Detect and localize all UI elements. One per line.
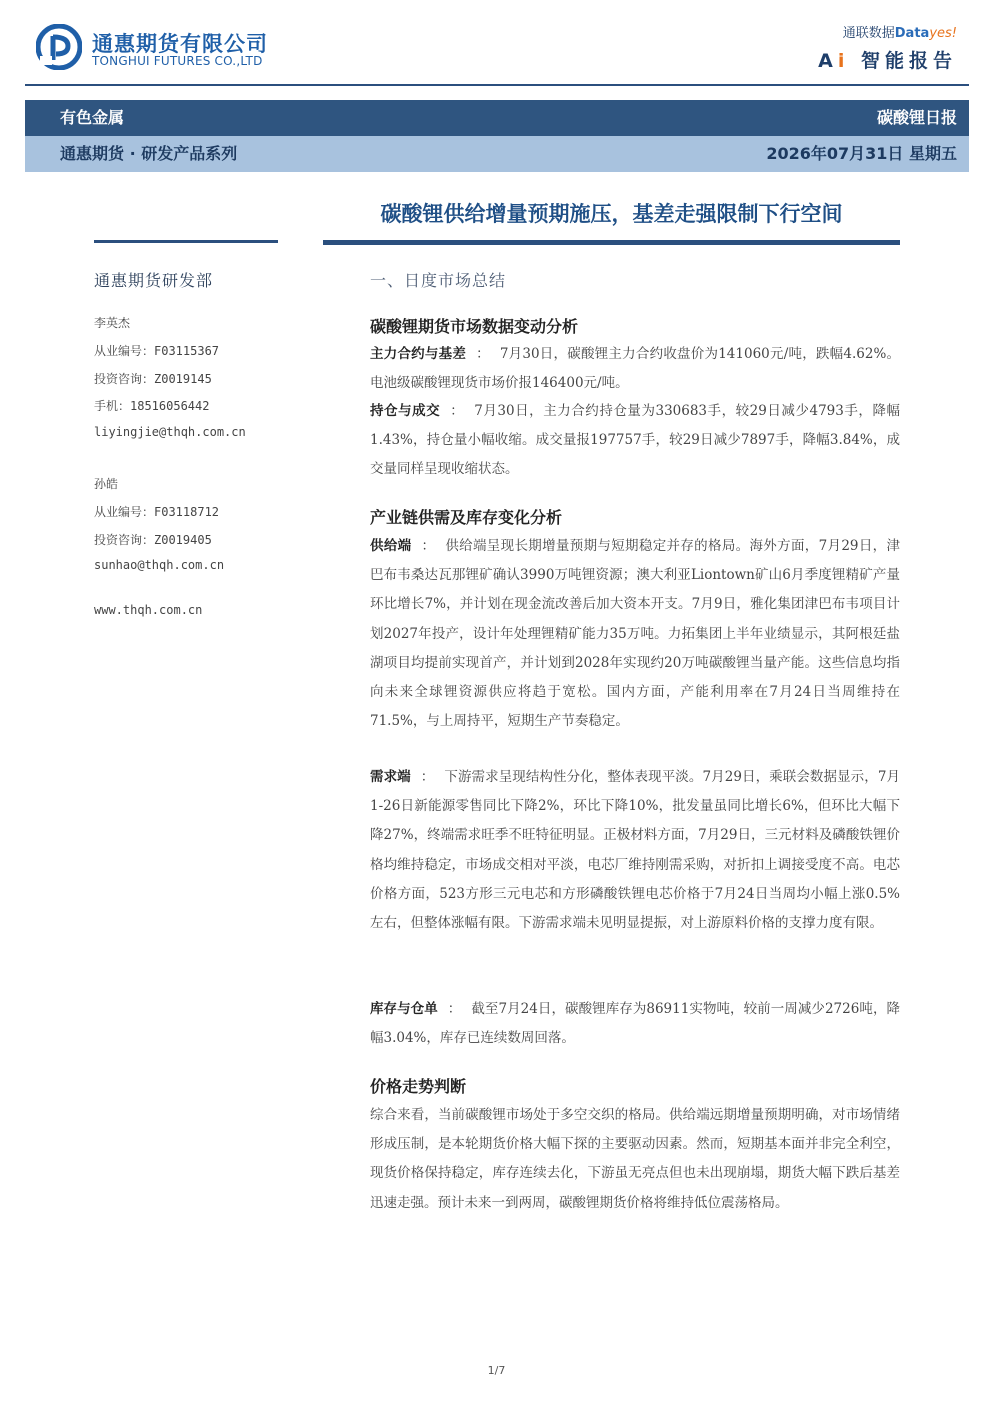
paragraph-position [370, 397, 900, 485]
separator: ： [421, 538, 436, 554]
title-rule [323, 240, 900, 245]
label-inventory: 库存与仓单 [370, 1001, 438, 1017]
text-supply: 供给端呈现长期增量预期与短期稳定并存的格局。海外方面，7月29日，津巴布韦桑达瓦那锂矿确认3990万吨锂资源；澳大利亚Liontown矿山6月季度锂精矿产量环比增长7%，并计划在现金流改善后加大资本开支。7月9日，雅化集团津巴布韦项目计划2027年投产，设计年处理锂精矿能力35万吨。力拓集团上半年业绩显示，其阿根廷盐湖项目均提前实现首产，并计划到2028年实现约20万吨碳酸锂当量产能。这些信息均指向未来全球锂资源供应将趋于宽松。国内方面，产能利用率在7月24日当周维持在71.5%，与上周持平，短期生产节奏稳定。 [370, 538, 900, 730]
text-inventory: 截至7月24日，碳酸锂库存为86911实物吨，较前一周减少2726吨，降幅3.04%，库存已连续数周回落。 [370, 1001, 901, 1047]
report-type-label: 碳酸锂日报 [876, 108, 957, 127]
paragraph-inventory [370, 995, 900, 1053]
paragraph-main-contract [370, 340, 900, 398]
separator: ： [447, 1001, 462, 1017]
separator: ： [476, 346, 490, 362]
label-main-contract: 主力合约与基差 [370, 346, 467, 362]
datayes-yes: yes! [929, 26, 957, 41]
analyst2-consult: 投资咨询：Z0019405 [94, 533, 212, 547]
analyst1-consult: 投资咨询：Z0019145 [94, 372, 212, 386]
text-position: 7月30日，主力合约持仓量为330683手，较29日减少4793手，降幅1.43%，持仓量小幅收缩。成交量报197757手，较29日减少7897手，降幅3.84%，成交量同样呈现收缩状态。 [370, 403, 901, 478]
text-demand: 下游需求呈现结构性分化，整体表现平淡。7月29日，乘联会数据显示，7月1-26日新能源零售同比下降2%，环比下降10%，批发量虽同比增长6%，但环比大幅下降27%，终端需求旺季不旺特征明显。正极材料方面，7月29日，三元材料及磷酸铁锂价格均维持稳定，市场成交相对平淡，电芯厂维持刚需采购，对折扣上调接受度不高。电芯价格方面，523方形三元电芯和方形磷酸铁锂电芯价格于7月24日当周均小幅上涨0.5%左右，但整体涨幅有限。下游需求端未见明显提振，对上游原料价格的支撑力度有限。 [370, 769, 901, 932]
analyst1-email[interactable]: liyingjie@thqh.com.cn [94, 425, 246, 439]
separator: ： [420, 769, 435, 785]
ai-report-label [818, 46, 957, 73]
header-band-dark [25, 100, 969, 136]
datayes-prefix: 通联数据 [842, 26, 895, 41]
analyst2-license: 从业编号：F03118712 [94, 505, 220, 519]
datayes-logo [843, 22, 957, 41]
header-divider [25, 84, 969, 86]
subheading-price-trend: 价格走势判断 [370, 1077, 467, 1096]
paragraph-price-trend: 综合来看，当前碳酸锂市场处于多空交织的格局。供给端远期增量预期明确，对市场情绪形成压制，是本轮期货价格大幅下探的主要驱动因素。然而，短期基本面并非完全利空，现货价格保持稳定，库存连续去化，下游虽无亮点但也未出现崩塌，期货大幅下跌后基差迅速走强。预计未来一到两周，碳酸锂期货价格将维持低位震荡格局。 [370, 1107, 900, 1211]
ai-letter-i: i [837, 50, 850, 72]
label-supply: 供给端 [370, 538, 412, 554]
datayes-data: Data [894, 26, 930, 41]
company-name-cn: 通惠期货有限公司 [92, 32, 268, 56]
series-label: 通惠期货 · 研发产品系列 [60, 144, 238, 163]
analyst1-license: 从业编号：F03115367 [94, 344, 220, 358]
label-position: 持仓与成交 [370, 403, 441, 419]
subheading-futures: 碳酸锂期货市场数据变动分析 [370, 317, 579, 336]
analyst2-email[interactable]: sunhao@thqh.com.cn [94, 558, 225, 572]
text-main-contract: 7月30日，碳酸锂主力合约收盘价为141060元/吨，跌幅4.62%。电池级碳酸锂现货市场价报146400元/吨。 [370, 346, 901, 392]
label-demand: 需求端 [370, 769, 411, 785]
company-name-en: TONGHUI FUTURES CO.,LTD [92, 54, 263, 68]
website-link[interactable]: www.thqh.com.cn [94, 603, 203, 617]
tonghui-logo-icon [36, 24, 82, 70]
ai-letter-a: A [818, 50, 838, 72]
category-label: 有色金属 [60, 108, 125, 127]
paragraph-demand [370, 763, 900, 938]
research-dept: 通惠期货研发部 [94, 271, 214, 290]
separator: ： [450, 403, 465, 419]
report-date: 2026年07月31日 星期五 [766, 144, 957, 163]
subheading-supply-chain: 产业链供需及库存变化分析 [370, 508, 563, 527]
report-title: 碳酸锂供给增量预期施压，基差走强限制下行空间 [380, 202, 843, 226]
paragraph-supply [370, 532, 900, 736]
sidebar-title-rule [94, 240, 278, 243]
section-heading: 一、日度市场总结 [370, 271, 507, 290]
analyst1-phone: 手机：18516056442 [94, 399, 210, 413]
page-number: 1/7 [487, 1364, 506, 1377]
analyst1-name: 李英杰 [94, 316, 131, 330]
ai-report-text: 智能报告 [860, 50, 957, 72]
analyst2-name: 孙皓 [94, 477, 119, 491]
